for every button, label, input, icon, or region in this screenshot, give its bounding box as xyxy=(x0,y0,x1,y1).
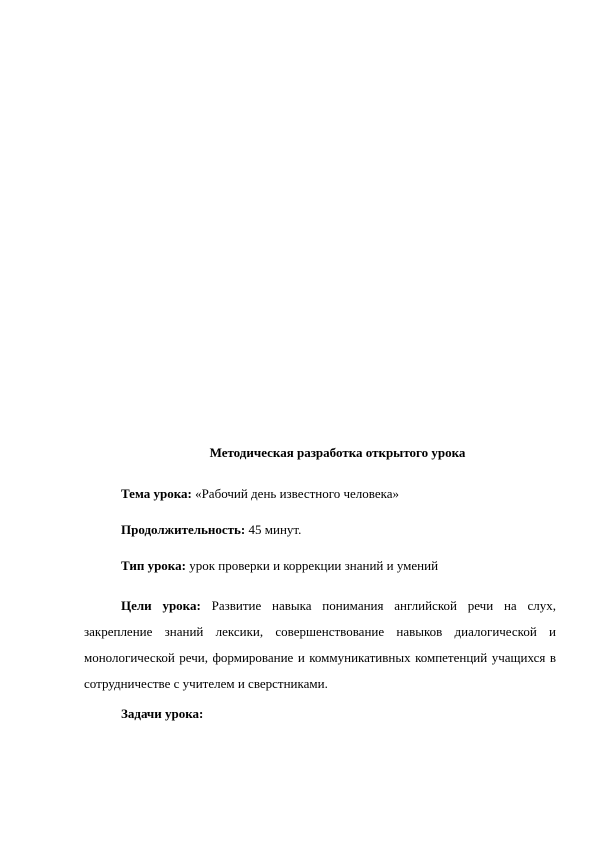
lesson-type-line xyxy=(84,557,558,575)
goals-text: Развитие навыка понимания английской речи на слух, закрепление знаний лексики, совершенствование навыков диалогической и монологической речи, формирование и коммуникативных компетенций учащихся в сотрудничестве с учителем и сверстниками. xyxy=(84,598,556,691)
document-title: Методическая разработка открытого урока xyxy=(209,445,466,460)
topic-value: «Рабочий день известного человека» xyxy=(195,486,400,501)
duration-label: Продолжительность: xyxy=(121,522,246,537)
goals-label: Цели урока: xyxy=(121,598,201,613)
duration-line xyxy=(84,521,558,539)
duration-value: 45 минут. xyxy=(248,522,302,537)
goals-paragraph xyxy=(84,593,556,697)
topic-label: Тема урока: xyxy=(121,486,192,501)
lesson-type-value: урок проверки и коррекции знаний и умений xyxy=(189,558,439,573)
topic-line xyxy=(84,485,558,503)
tasks-heading: Задачи урока: xyxy=(121,706,204,721)
lesson-type-label: Тип урока: xyxy=(121,558,186,573)
